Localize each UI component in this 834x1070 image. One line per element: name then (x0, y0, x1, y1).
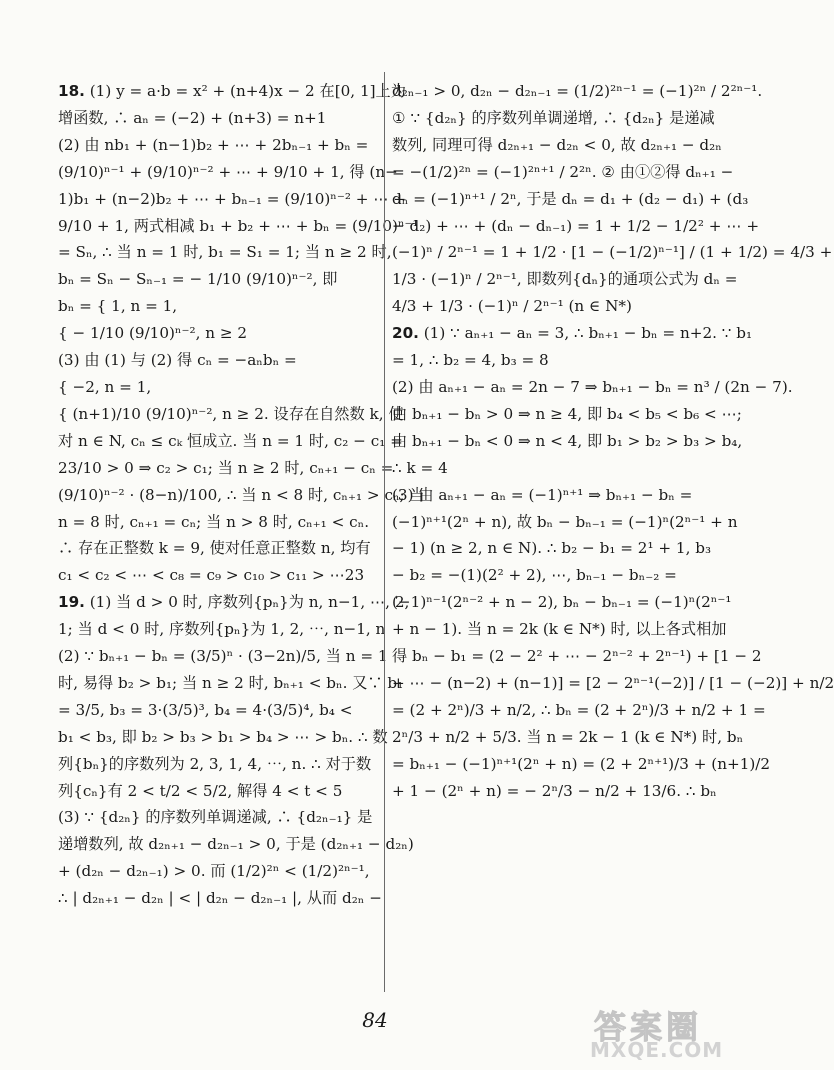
solution-line: b₁ < b₃, 即 b₂ > b₃ > b₁ > b₄ > ⋯ > bₙ. ∴ 数 (58, 727, 388, 746)
solution-line: 由 bₙ₊₁ − bₙ < 0 ⇒ n < 4, 即 b₁ > b₂ > b₃ > b₄, (392, 431, 743, 450)
solution-line: + ⋯ − (n−2) + (n−1)] = [2 − 2ⁿ⁻¹(−2)] / [1 − (−2)] + n/2 (392, 673, 834, 692)
solution-line: (2) ∵ bₙ₊₁ − bₙ = (3/5)ⁿ · (3−2n)/5, 当 n = 1 (58, 647, 388, 666)
solution-line: + 1 − (2ⁿ + n) = − 2ⁿ/3 − n/2 + 13/6. ∴ bₙ (392, 781, 717, 800)
line-text: (1) ∵ aₙ₊₁ − aₙ = 3, ∴ bₙ₊₁ − bₙ = n+2. ∵ b₁ (423, 324, 753, 343)
solution-line: 1/3 · (−1)ⁿ / 2ⁿ⁻¹, 即数列{dₙ}的通项公式为 dₙ = (392, 270, 738, 289)
column-divider (384, 72, 385, 992)
solution-line: − 1) (n ≥ 2, n ∈ N). ∴ b₂ − b₁ = 2¹ + 1, b₃ (392, 539, 712, 558)
solution-line: { − 1/10 (9/10)ⁿ⁻², n ≥ 2 (58, 324, 248, 343)
solution-line: 列{cₙ}有 2 < t/2 < 5/2, 解得 4 < t < 5 (58, 781, 343, 800)
solution-line: 由 bₙ₊₁ − bₙ > 0 ⇒ n ≥ 4, 即 b₄ < b₅ < b₆ < ⋯; (392, 404, 742, 423)
solution-line: + n − 1). 当 n = 2k (k ∈ N*) 时, 以上各式相加 (392, 620, 727, 639)
watermark-url: MXQE.COM (590, 1038, 724, 1062)
solution-line: (9/10)ⁿ⁻² · (8−n)/100, ∴ 当 n < 8 时, cₙ₊₁ > cₙ; 当 (58, 485, 425, 504)
solution-line: 列{bₙ}的序数列为 2, 3, 1, 4, ⋯, n. ∴ 对于数 (58, 754, 372, 773)
solution-line: n = 8 时, cₙ₊₁ = cₙ; 当 n > 8 时, cₙ₊₁ < cₙ. (58, 512, 370, 531)
solution-line: = bₙ₊₁ − (−1)ⁿ⁺¹(2ⁿ + n) = (2 + 2ⁿ⁺¹)/3 + (n+1)/2 (392, 754, 771, 773)
solution-line: = −(1/2)²ⁿ = (−1)²ⁿ⁺¹ / 2²ⁿ. ② 由①②得 dₙ₊₁ − (392, 162, 734, 181)
solution-line: ∴ | d₂ₙ₊₁ − d₂ₙ | < | d₂ₙ − d₂ₙ₋₁ |, 从而 d₂ₙ − (58, 889, 382, 908)
solution-line (58, 78, 406, 105)
solution-line: (9/10)ⁿ⁻¹ + (9/10)ⁿ⁻² + ⋯ + 9/10 + 1, 得 (n− (58, 162, 398, 181)
solution-line: (2) 由 nb₁ + (n−1)b₂ + ⋯ + 2bₙ₋₁ + bₙ = (58, 135, 369, 154)
solution-line: 数列, 同理可得 d₂ₙ₊₁ − d₂ₙ < 0, 故 d₂ₙ₊₁ − d₂ₙ (392, 135, 722, 154)
solution-line: { (n+1)/10 (9/10)ⁿ⁻², n ≥ 2. 设存在自然数 k, 使 (58, 404, 404, 423)
solution-line: − d₂) + ⋯ + (dₙ − dₙ₋₁) = 1 + 1/2 − 1/2² + ⋯ + (392, 216, 760, 235)
line-text: (1) y = a·b = x² + (n+4)x − 2 在[0, 1]上为 (89, 82, 406, 100)
solution-line: 递增数列, 故 d₂ₙ₊₁ − d₂ₙ₋₁ > 0, 于是 (d₂ₙ₊₁ − d₂ₙ) (58, 835, 414, 854)
line-text: (1) 当 d > 0 时, 序数列{pₙ}为 n, n−1, ⋯, 2, (89, 593, 410, 612)
solution-line: = 3/5, b₃ = 3·(3/5)³, b₄ = 4·(3/5)⁴, b₄ < (58, 700, 353, 719)
solution-line: c₁ < c₂ < ⋯ < c₈ = c₉ > c₁₀ > c₁₁ > ⋯23 (58, 566, 365, 585)
solution-line: 对 n ∈ N, cₙ ≤ cₖ 恒成立. 当 n = 1 时, c₂ − c₁ = (58, 431, 403, 450)
question-number: 20. (392, 324, 419, 343)
right-column (392, 78, 834, 998)
solution-line: (3) 由 aₙ₊₁ − aₙ = (−1)ⁿ⁺¹ ⇒ bₙ₊₁ − bₙ = (392, 485, 693, 504)
solution-line: ① ∵ {d₂ₙ} 的序数列单调递增, ∴ {d₂ₙ} 是递减 (392, 108, 715, 127)
solution-line: = 1, ∴ b₂ = 4, b₃ = 8 (392, 351, 549, 370)
solution-line: (3) 由 (1) 与 (2) 得 cₙ = −aₙbₙ = (58, 351, 297, 370)
solution-line: ∴ k = 4 (392, 458, 448, 477)
solution-line (392, 320, 753, 347)
solution-line: ∴ 存在正整数 k = 9, 使对任意正整数 n, 均有 (58, 539, 371, 558)
solution-line: 4/3 + 1/3 · (−1)ⁿ / 2ⁿ⁻¹ (n ∈ N*) (392, 297, 632, 316)
solution-line: dₙ = (−1)ⁿ⁺¹ / 2ⁿ, 于是 dₙ = d₁ + (d₂ − d₁) + (d₃ (392, 189, 749, 208)
solution-line: 时, 易得 b₂ > b₁; 当 n ≥ 2 时, bₙ₊₁ < bₙ. 又∵ b₁ (58, 673, 404, 692)
solution-line: = Sₙ, ∴ 当 n = 1 时, b₁ = S₁ = 1; 当 n ≥ 2 时, (58, 243, 392, 262)
solution-line: − b₂ = −(1)(2² + 2), ⋯, bₙ₋₁ − bₙ₋₂ = (392, 566, 677, 585)
question-number: 18. (58, 82, 85, 100)
solution-line: 2ⁿ/3 + n/2 + 5/3. 当 n = 2k − 1 (k ∈ N*) 时, bₙ (392, 727, 744, 746)
solution-line: (−1)ⁿ / 2ⁿ⁻¹ = 1 + 1/2 · [1 − (−1/2)ⁿ⁻¹] / (1 + 1/2) = 4/3 + (392, 243, 833, 262)
solution-line: 增函数, ∴ aₙ = (−2) + (n+3) = n+1 (58, 108, 327, 127)
solution-line: bₙ = { 1, n = 1, (58, 297, 178, 316)
solution-line: = (2 + 2ⁿ)/3 + n/2, ∴ bₙ = (2 + 2ⁿ)/3 + n/2 + 1 = (392, 700, 766, 719)
solution-line: bₙ = Sₙ − Sₙ₋₁ = − 1/10 (9/10)ⁿ⁻², 即 (58, 270, 338, 289)
solution-line: 1)b₁ + (n−2)b₂ + ⋯ + bₙ₋₁ = (9/10)ⁿ⁻² + ⋯ + (58, 189, 407, 208)
watermark-logo (586, 1000, 736, 1064)
solution-line: 23/10 > 0 ⇒ c₂ > c₁; 当 n ≥ 2 时, cₙ₊₁ − cₙ = (58, 458, 394, 477)
solution-line: + (d₂ₙ − d₂ₙ₋₁) > 0. 而 (1/2)²ⁿ < (1/2)²ⁿ⁻¹, (58, 862, 370, 881)
solution-line (58, 589, 410, 616)
solution-line: 得 bₙ − b₁ = (2 − 2² + ⋯ − 2ⁿ⁻² + 2ⁿ⁻¹) + [1 − 2 (392, 647, 762, 666)
solution-line: 1; 当 d < 0 时, 序数列{pₙ}为 1, 2, ⋯, n−1, n (58, 620, 386, 639)
watermark-title: 答案圈 (594, 1008, 703, 1046)
solution-line: { −2, n = 1, (58, 377, 152, 396)
solution-line: (2) 由 aₙ₊₁ − aₙ = 2n − 7 ⇒ bₙ₊₁ − bₙ = n³ / (2n − 7). (392, 377, 793, 396)
page-number: 84 (362, 1008, 388, 1032)
solution-line: (3) ∵ {d₂ₙ} 的序数列单调递减, ∴ {d₂ₙ₋₁} 是 (58, 808, 373, 827)
solution-line: (−1)ⁿ⁺¹(2ⁿ + n), 故 bₙ − bₙ₋₁ = (−1)ⁿ(2ⁿ⁻¹ + n (392, 512, 738, 531)
solution-line: d₂ₙ₋₁ > 0, d₂ₙ − d₂ₙ₋₁ = (1/2)²ⁿ⁻¹ = (−1)²ⁿ / 2²ⁿ⁻¹. (392, 82, 763, 100)
question-number: 19. (58, 593, 85, 612)
solution-line: 9/10 + 1, 两式相减 b₁ + b₂ + ⋯ + bₙ = (9/10)ⁿ⁻¹ (58, 216, 419, 235)
solution-line: (−1)ⁿ⁻¹(2ⁿ⁻² + n − 2), bₙ − bₙ₋₁ = (−1)ⁿ(2ⁿ⁻¹ (392, 593, 732, 612)
